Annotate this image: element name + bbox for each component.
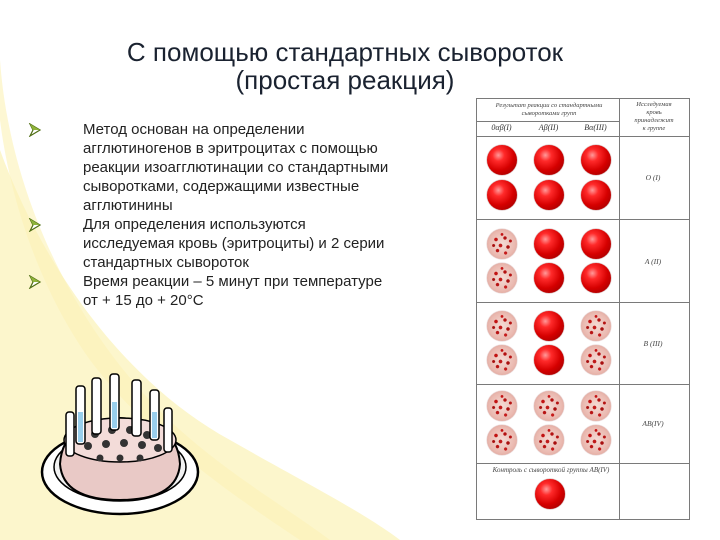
group-label: A (II) xyxy=(644,257,662,266)
clear-drop xyxy=(487,180,517,210)
group-label: O (I) xyxy=(645,173,661,182)
clear-drop xyxy=(534,180,564,210)
clear-drop xyxy=(534,145,564,175)
control-label: Контроль с сывороткой группы AB(IV) xyxy=(492,466,610,474)
clear-drop xyxy=(534,263,564,293)
table-row-divider xyxy=(477,219,689,220)
agglutinated-drop xyxy=(534,425,564,455)
table-header-divider xyxy=(477,136,689,137)
clear-drop xyxy=(581,145,611,175)
clear-drop xyxy=(581,180,611,210)
column-label: Bα(III) xyxy=(584,123,607,132)
agglutinated-drop xyxy=(487,263,517,293)
agglutinated-drop xyxy=(487,345,517,375)
bullet-text: Метод основан на определении агглютиногенов в эритроцитах с помощью реакции изоагглютинации со стандартными сыворотками, содержащими известные агглютинины xyxy=(83,121,389,214)
agglutinated-drop xyxy=(534,391,564,421)
group-label: AB(IV) xyxy=(642,419,664,428)
arrow-bullet-icon xyxy=(28,218,42,232)
agglutinated-drop xyxy=(487,425,517,455)
bullet-text: Время реакции – 5 минут при температуре от + 15 до + 20°С xyxy=(83,273,383,309)
bullet-item xyxy=(28,215,468,272)
test-tube-rack-illustration xyxy=(40,372,210,517)
table-row-divider xyxy=(477,384,689,385)
table-row-divider xyxy=(477,463,689,464)
agglutinated-drop xyxy=(487,229,517,259)
bullet-list xyxy=(28,120,468,310)
agglutinated-drop xyxy=(487,391,517,421)
clear-drop xyxy=(534,311,564,341)
agglutinated-drop xyxy=(581,345,611,375)
arrow-bullet-icon xyxy=(28,275,42,289)
agglutinated-drop xyxy=(581,425,611,455)
blood-group-table xyxy=(476,98,690,520)
group-label: B (III) xyxy=(643,339,663,348)
clear-drop xyxy=(487,145,517,175)
column-label: Aβ(II) xyxy=(538,123,559,132)
bullet-text: Для определения используются исследуемая кровь (эритроциты) и 2 серии стандартных сывороток xyxy=(83,216,385,271)
title-line-1: С помощью стандартных сывороток xyxy=(126,37,564,67)
agglutinated-drop xyxy=(581,391,611,421)
title-line-2: (простая реакция) xyxy=(235,65,455,95)
slide-title xyxy=(100,38,590,94)
table-header-left: Результат реакции со стандартными сыворотками групп xyxy=(495,102,603,117)
control-drop xyxy=(535,479,565,509)
table-header-right: Исследуемая кровь принадлежит к группе xyxy=(634,101,674,132)
clear-drop xyxy=(581,263,611,293)
clear-drop xyxy=(534,345,564,375)
agglutinated-drop xyxy=(581,311,611,341)
agglutinated-drop xyxy=(487,311,517,341)
table-row-divider xyxy=(477,302,689,303)
clear-drop xyxy=(534,229,564,259)
table-divider xyxy=(619,99,620,519)
bullet-item xyxy=(28,120,468,215)
column-label: 0αβ(I) xyxy=(491,123,512,132)
arrow-bullet-icon xyxy=(28,123,42,137)
table-subheader-divider xyxy=(477,121,619,122)
clear-drop xyxy=(581,229,611,259)
bullet-item xyxy=(28,272,468,310)
